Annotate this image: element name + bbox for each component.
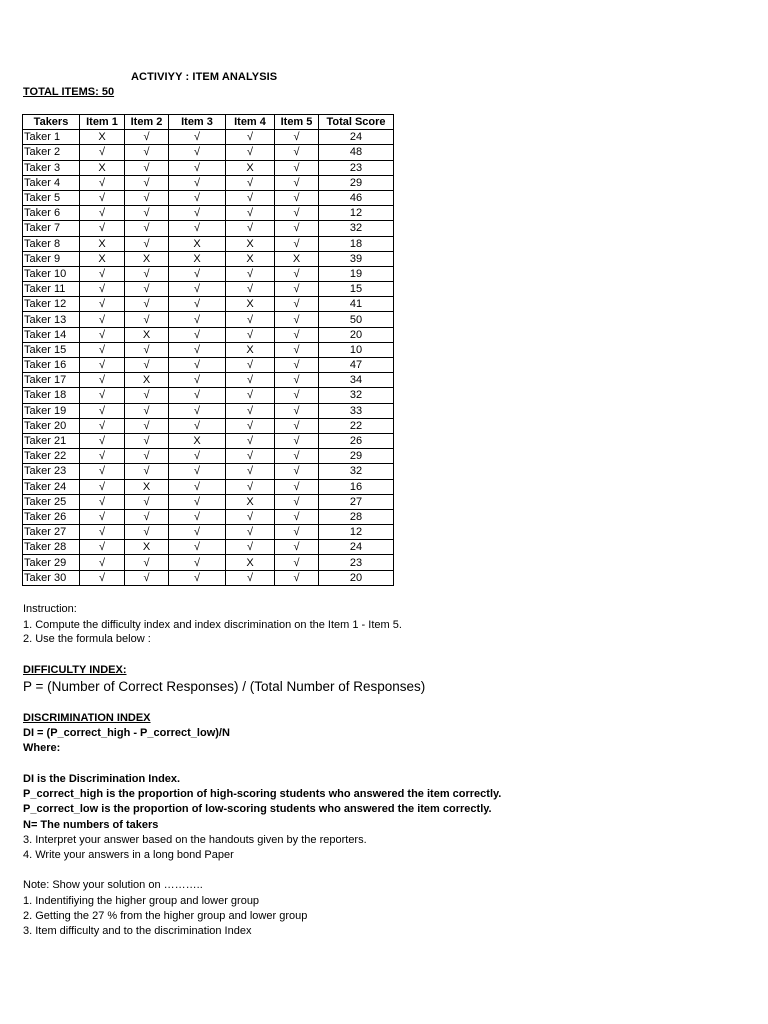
item-1-cell: √ [80,297,125,312]
instruction-heading: Instruction: [23,603,77,615]
item-5-cell: √ [275,540,319,555]
difficulty-index-formula: P = (Number of Correct Responses) / (Total Number of Responses) [23,679,426,694]
item-2-cell: √ [125,312,169,327]
table-row [23,555,394,570]
item-3-cell: √ [169,570,226,585]
item-2-cell: X [125,540,169,555]
item-3-cell: √ [169,327,226,342]
item-3-cell: √ [169,509,226,524]
total-score-cell: 18 [319,236,394,251]
item-4-cell: X [226,342,275,357]
item-3-cell: √ [169,130,226,145]
table-row [23,342,394,357]
item-4-cell: X [226,236,275,251]
item-1-cell: √ [80,418,125,433]
table-body [23,130,394,586]
item-3-cell: √ [169,145,226,160]
item-2-cell: √ [125,342,169,357]
total-score-cell: 50 [319,312,394,327]
item-1-cell: √ [80,342,125,357]
item-2-cell: √ [125,130,169,145]
taker-cell: Taker 30 [23,570,80,585]
item-2-cell: √ [125,403,169,418]
total-score-cell: 24 [319,130,394,145]
item-2-cell: √ [125,433,169,448]
item-1-cell: √ [80,373,125,388]
item-2-cell: √ [125,282,169,297]
item-2-cell: √ [125,525,169,540]
item-4-cell: √ [226,449,275,464]
item-3-cell: √ [169,479,226,494]
table-row [23,509,394,524]
taker-cell: Taker 28 [23,540,80,555]
where-label: Where: [23,742,61,754]
item-1-cell: √ [80,509,125,524]
definition-di: DI is the Discrimination Index. [23,773,181,785]
item-5-cell: √ [275,327,319,342]
definition-n: N= The numbers of takers [23,819,159,831]
header-item-1: Item 1 [80,115,125,130]
item-1-cell: √ [80,494,125,509]
item-4-cell: √ [226,221,275,236]
taker-cell: Taker 22 [23,449,80,464]
item-3-cell: X [169,251,226,266]
item-3-cell: √ [169,221,226,236]
total-score-cell: 32 [319,464,394,479]
table-header-row [23,115,394,130]
table-row [23,282,394,297]
taker-cell: Taker 14 [23,327,80,342]
item-4-cell: √ [226,418,275,433]
total-score-cell: 23 [319,160,394,175]
instruction-line-1: 1. Compute the difficulty index and index discrimination on the Item 1 - Item 5. [23,619,402,631]
total-score-cell: 32 [319,388,394,403]
item-3-cell: √ [169,449,226,464]
total-score-cell: 12 [319,206,394,221]
item-3-cell: √ [169,160,226,175]
item-3-cell: X [169,236,226,251]
item-2-cell: √ [125,190,169,205]
item-2-cell: √ [125,297,169,312]
item-4-cell: √ [226,327,275,342]
item-5-cell: √ [275,373,319,388]
header-item-5: Item 5 [275,115,319,130]
item-5-cell: √ [275,175,319,190]
total-score-cell: 29 [319,175,394,190]
item-1-cell: X [80,236,125,251]
total-score-cell: 26 [319,433,394,448]
item-2-cell: X [125,327,169,342]
item-3-cell: √ [169,190,226,205]
taker-cell: Taker 25 [23,494,80,509]
item-4-cell: √ [226,145,275,160]
taker-cell: Taker 24 [23,479,80,494]
item-5-cell: √ [275,464,319,479]
total-score-cell: 20 [319,327,394,342]
item-5-cell: √ [275,160,319,175]
item-4-cell: √ [226,433,275,448]
table-row [23,540,394,555]
item-4-cell: √ [226,570,275,585]
taker-cell: Taker 13 [23,312,80,327]
item-5-cell: √ [275,555,319,570]
total-score-cell: 47 [319,358,394,373]
total-score-cell: 19 [319,266,394,281]
taker-cell: Taker 3 [23,160,80,175]
item-1-cell: √ [80,525,125,540]
total-score-cell: 12 [319,525,394,540]
item-2-cell: X [125,479,169,494]
item-2-cell: √ [125,555,169,570]
item-4-cell: √ [226,373,275,388]
total-score-cell: 48 [319,145,394,160]
item-5-cell: √ [275,358,319,373]
table-row [23,327,394,342]
total-score-cell: 34 [319,373,394,388]
item-4-cell: √ [226,130,275,145]
total-score-cell: 15 [319,282,394,297]
item-4-cell: X [226,555,275,570]
item-5-cell: √ [275,266,319,281]
table-row [23,175,394,190]
item-4-cell: √ [226,190,275,205]
table-row [23,525,394,540]
taker-cell: Taker 11 [23,282,80,297]
note-heading: Note: Show your solution on ……….. [23,879,203,891]
item-3-cell: √ [169,342,226,357]
item-2-cell: √ [125,509,169,524]
taker-cell: Taker 9 [23,251,80,266]
total-score-cell: 27 [319,494,394,509]
header-item-2: Item 2 [125,115,169,130]
item-1-cell: √ [80,570,125,585]
item-3-cell: √ [169,175,226,190]
table-row [23,418,394,433]
table-row [23,570,394,585]
taker-cell: Taker 5 [23,190,80,205]
item-3-cell: √ [169,525,226,540]
item-4-cell: √ [226,358,275,373]
item-2-cell: √ [125,221,169,236]
table-row [23,297,394,312]
item-3-cell: √ [169,297,226,312]
item-5-cell: √ [275,145,319,160]
note-item-3: 3. Item difficulty and to the discrimination Index [23,925,252,937]
item-3-cell: √ [169,373,226,388]
item-2-cell: √ [125,494,169,509]
definition-p-correct-high: P_correct_high is the proportion of high-scoring students who answered the item correctly. [23,788,502,800]
item-5-cell: √ [275,206,319,221]
item-2-cell: √ [125,464,169,479]
item-5-cell: √ [275,221,319,236]
total-score-cell: 28 [319,509,394,524]
table-row [23,373,394,388]
taker-cell: Taker 18 [23,388,80,403]
taker-cell: Taker 21 [23,433,80,448]
item-4-cell: X [226,494,275,509]
taker-cell: Taker 10 [23,266,80,281]
total-score-cell: 33 [319,403,394,418]
discrimination-index-formula: DI = (P_correct_high - P_correct_low)/N [23,727,230,739]
page-title: ACTIVIYY : ITEM ANALYSIS [131,71,278,83]
total-score-cell: 46 [319,190,394,205]
item-5-cell: √ [275,297,319,312]
item-2-cell: X [125,251,169,266]
total-score-cell: 22 [319,418,394,433]
taker-cell: Taker 27 [23,525,80,540]
taker-cell: Taker 2 [23,145,80,160]
item-5-cell: √ [275,433,319,448]
taker-cell: Taker 16 [23,358,80,373]
total-score-cell: 39 [319,251,394,266]
item-4-cell: √ [226,464,275,479]
item-4-cell: √ [226,540,275,555]
taker-cell: Taker 29 [23,555,80,570]
item-5-cell: √ [275,570,319,585]
item-4-cell: √ [226,206,275,221]
table-row [23,388,394,403]
item-4-cell: √ [226,403,275,418]
item-4-cell: X [226,160,275,175]
item-4-cell: √ [226,509,275,524]
taker-cell: Taker 6 [23,206,80,221]
item-2-cell: √ [125,570,169,585]
item-4-cell: X [226,251,275,266]
table-row [23,160,394,175]
item-2-cell: √ [125,388,169,403]
item-1-cell: X [80,251,125,266]
item-1-cell: √ [80,312,125,327]
instruction-line-3: 3. Interpret your answer based on the handouts given by the reporters. [23,834,367,846]
table-row [23,190,394,205]
item-1-cell: √ [80,221,125,236]
table-row [23,358,394,373]
item-2-cell: √ [125,160,169,175]
item-4-cell: √ [226,388,275,403]
item-5-cell: √ [275,130,319,145]
item-5-cell: √ [275,388,319,403]
item-1-cell: √ [80,403,125,418]
item-1-cell: √ [80,327,125,342]
item-1-cell: √ [80,358,125,373]
definition-p-correct-low: P_correct_low is the proportion of low-scoring students who answered the item correctly. [23,803,492,815]
item-1-cell: √ [80,282,125,297]
table-row [23,145,394,160]
note-item-1: 1. Indentifiying the higher group and lower group [23,895,260,907]
header-total-score: Total Score [319,115,394,130]
total-score-cell: 10 [319,342,394,357]
item-1-cell: √ [80,175,125,190]
item-1-cell: √ [80,464,125,479]
item-5-cell: √ [275,282,319,297]
total-score-cell: 41 [319,297,394,312]
table-row [23,494,394,509]
item-1-cell: √ [80,540,125,555]
total-score-cell: 23 [319,555,394,570]
total-score-cell: 24 [319,540,394,555]
table-row [23,251,394,266]
table-row [23,449,394,464]
item-3-cell: √ [169,266,226,281]
total-items-label: TOTAL ITEMS: 50 [23,86,115,98]
item-1-cell: √ [80,555,125,570]
item-3-cell: X [169,433,226,448]
item-1-cell: √ [80,479,125,494]
header-takers: Takers [23,115,80,130]
item-5-cell: √ [275,312,319,327]
item-5-cell: √ [275,236,319,251]
item-2-cell: √ [125,206,169,221]
header-item-3: Item 3 [169,115,226,130]
table-row [23,403,394,418]
item-2-cell: √ [125,236,169,251]
item-1-cell: √ [80,145,125,160]
item-4-cell: √ [226,175,275,190]
table-row [23,312,394,327]
item-analysis-table [22,114,394,586]
taker-cell: Taker 20 [23,418,80,433]
item-3-cell: √ [169,312,226,327]
total-score-cell: 20 [319,570,394,585]
item-4-cell: √ [226,479,275,494]
taker-cell: Taker 4 [23,175,80,190]
item-1-cell: X [80,130,125,145]
table-row [23,433,394,448]
item-3-cell: √ [169,494,226,509]
item-1-cell: √ [80,433,125,448]
item-1-cell: √ [80,388,125,403]
item-1-cell: √ [80,449,125,464]
table-row [23,206,394,221]
total-score-cell: 32 [319,221,394,236]
item-3-cell: √ [169,358,226,373]
table-row [23,221,394,236]
item-3-cell: √ [169,418,226,433]
item-3-cell: √ [169,282,226,297]
item-4-cell: √ [226,282,275,297]
item-5-cell: √ [275,479,319,494]
table-row [23,479,394,494]
item-3-cell: √ [169,403,226,418]
table-row [23,130,394,145]
item-5-cell: X [275,251,319,266]
taker-cell: Taker 17 [23,373,80,388]
taker-cell: Taker 19 [23,403,80,418]
item-4-cell: √ [226,266,275,281]
table-row [23,236,394,251]
taker-cell: Taker 23 [23,464,80,479]
item-2-cell: √ [125,266,169,281]
taker-cell: Taker 15 [23,342,80,357]
item-3-cell: √ [169,464,226,479]
taker-cell: Taker 12 [23,297,80,312]
item-5-cell: √ [275,190,319,205]
item-2-cell: √ [125,418,169,433]
total-score-cell: 29 [319,449,394,464]
taker-cell: Taker 26 [23,509,80,524]
item-3-cell: √ [169,540,226,555]
item-3-cell: √ [169,555,226,570]
taker-cell: Taker 7 [23,221,80,236]
item-5-cell: √ [275,403,319,418]
item-2-cell: X [125,373,169,388]
item-5-cell: √ [275,418,319,433]
table-row [23,266,394,281]
header-item-4: Item 4 [226,115,275,130]
item-4-cell: √ [226,525,275,540]
item-1-cell: √ [80,266,125,281]
item-2-cell: √ [125,145,169,160]
item-5-cell: √ [275,525,319,540]
total-score-cell: 16 [319,479,394,494]
item-3-cell: √ [169,388,226,403]
item-2-cell: √ [125,175,169,190]
item-2-cell: √ [125,358,169,373]
item-2-cell: √ [125,449,169,464]
instruction-line-4: 4. Write your answers in a long bond Paper [23,849,234,861]
item-4-cell: X [226,297,275,312]
difficulty-index-heading: DIFFICULTY INDEX: [23,664,127,676]
taker-cell: Taker 8 [23,236,80,251]
item-1-cell: X [80,160,125,175]
item-5-cell: √ [275,509,319,524]
item-4-cell: √ [226,312,275,327]
item-5-cell: √ [275,494,319,509]
item-5-cell: √ [275,342,319,357]
taker-cell: Taker 1 [23,130,80,145]
discrimination-index-heading: DISCRIMINATION INDEX [23,712,151,724]
instruction-line-2: 2. Use the formula below : [23,633,151,645]
item-1-cell: √ [80,206,125,221]
item-5-cell: √ [275,449,319,464]
table-row [23,464,394,479]
note-item-2: 2. Getting the 27 % from the higher group and lower group [23,910,308,922]
item-3-cell: √ [169,206,226,221]
item-1-cell: √ [80,190,125,205]
